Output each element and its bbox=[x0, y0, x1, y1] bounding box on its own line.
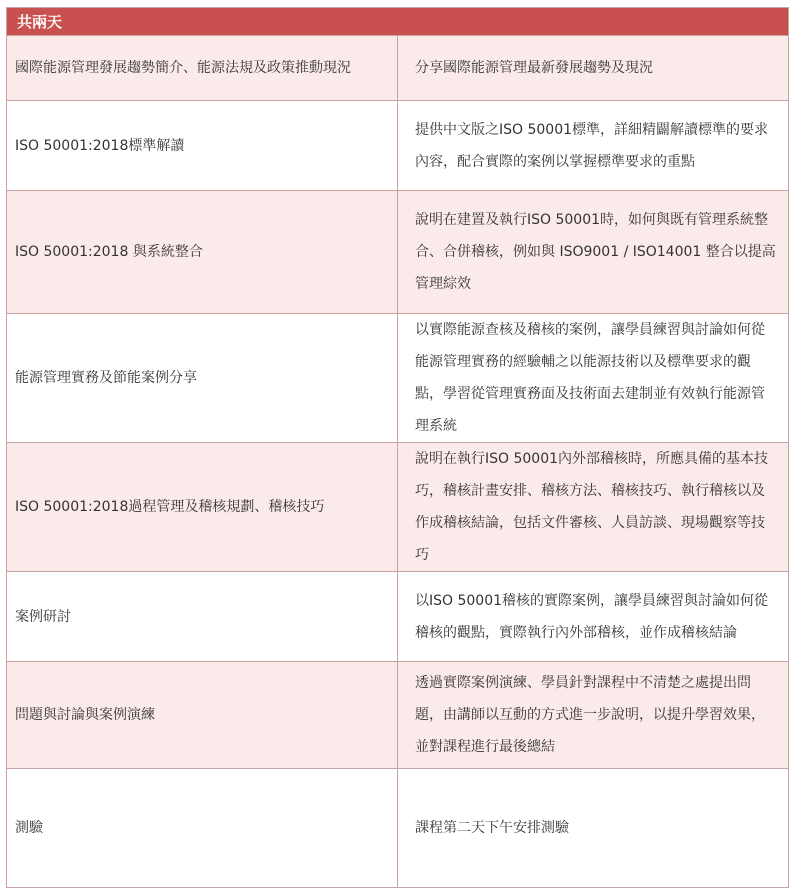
topic-cell: ISO 50001:2018 與系統整合 bbox=[7, 191, 398, 314]
table-row bbox=[7, 191, 789, 314]
description-cell: 說明在執行ISO 50001內外部稽核時，所應具備的基本技巧，稽核計畫安排、稽核方法、稽核技巧、執行稽核以及作成稽核結論，包括文件審核、人員訪談、現場觀察等技巧 bbox=[398, 443, 789, 572]
table-header-row bbox=[7, 8, 789, 36]
table-row bbox=[7, 572, 789, 662]
description-cell: 課程第二天下午安排測驗 bbox=[398, 769, 789, 888]
topic-cell: 測驗 bbox=[7, 769, 398, 888]
topic-cell: 能源管理實務及節能案例分享 bbox=[7, 314, 398, 443]
description-cell: 透過實際案例演練、學員針對課程中不清楚之處提出問題，由講師以互動的方式進一步說明，以提升學習效果，並對課程進行最後總結 bbox=[398, 662, 789, 769]
topic-cell: 問題與討論與案例演練 bbox=[7, 662, 398, 769]
course-schedule-table bbox=[6, 7, 789, 888]
description-cell: 以ISO 50001稽核的實際案例，讓學員練習與討論如何從稽核的觀點，實際執行內外部稽核，並作成稽核結論 bbox=[398, 572, 789, 662]
table-row bbox=[7, 662, 789, 769]
description-cell: 分享國際能源管理最新發展趨勢及現況 bbox=[398, 36, 789, 101]
topic-cell: ISO 50001:2018過程管理及稽核規劃、稽核技巧 bbox=[7, 443, 398, 572]
topic-cell: 案例研討 bbox=[7, 572, 398, 662]
table-row bbox=[7, 101, 789, 191]
description-cell: 說明在建置及執行ISO 50001時，如何與既有管理系統整合、合併稽核，例如與 ISO9001 / ISO14001 整合以提高管理綜效 bbox=[398, 191, 789, 314]
table-row bbox=[7, 443, 789, 572]
topic-cell: 國際能源管理發展趨勢簡介、能源法規及政策推動現況 bbox=[7, 36, 398, 101]
table-header: 共兩天 bbox=[7, 8, 789, 36]
description-cell: 提供中文版之ISO 50001標準，詳細精闢解讀標準的要求內容，配合實際的案例以掌握標準要求的重點 bbox=[398, 101, 789, 191]
table-row bbox=[7, 314, 789, 443]
table-row bbox=[7, 769, 789, 888]
topic-cell: ISO 50001:2018標準解讀 bbox=[7, 101, 398, 191]
table-row bbox=[7, 36, 789, 101]
description-cell: 以實際能源查核及稽核的案例，讓學員練習與討論如何從能源管理實務的經驗輔之以能源技術以及標準要求的觀點，學習從管理實務面及技術面去建制並有效執行能源管理系統 bbox=[398, 314, 789, 443]
